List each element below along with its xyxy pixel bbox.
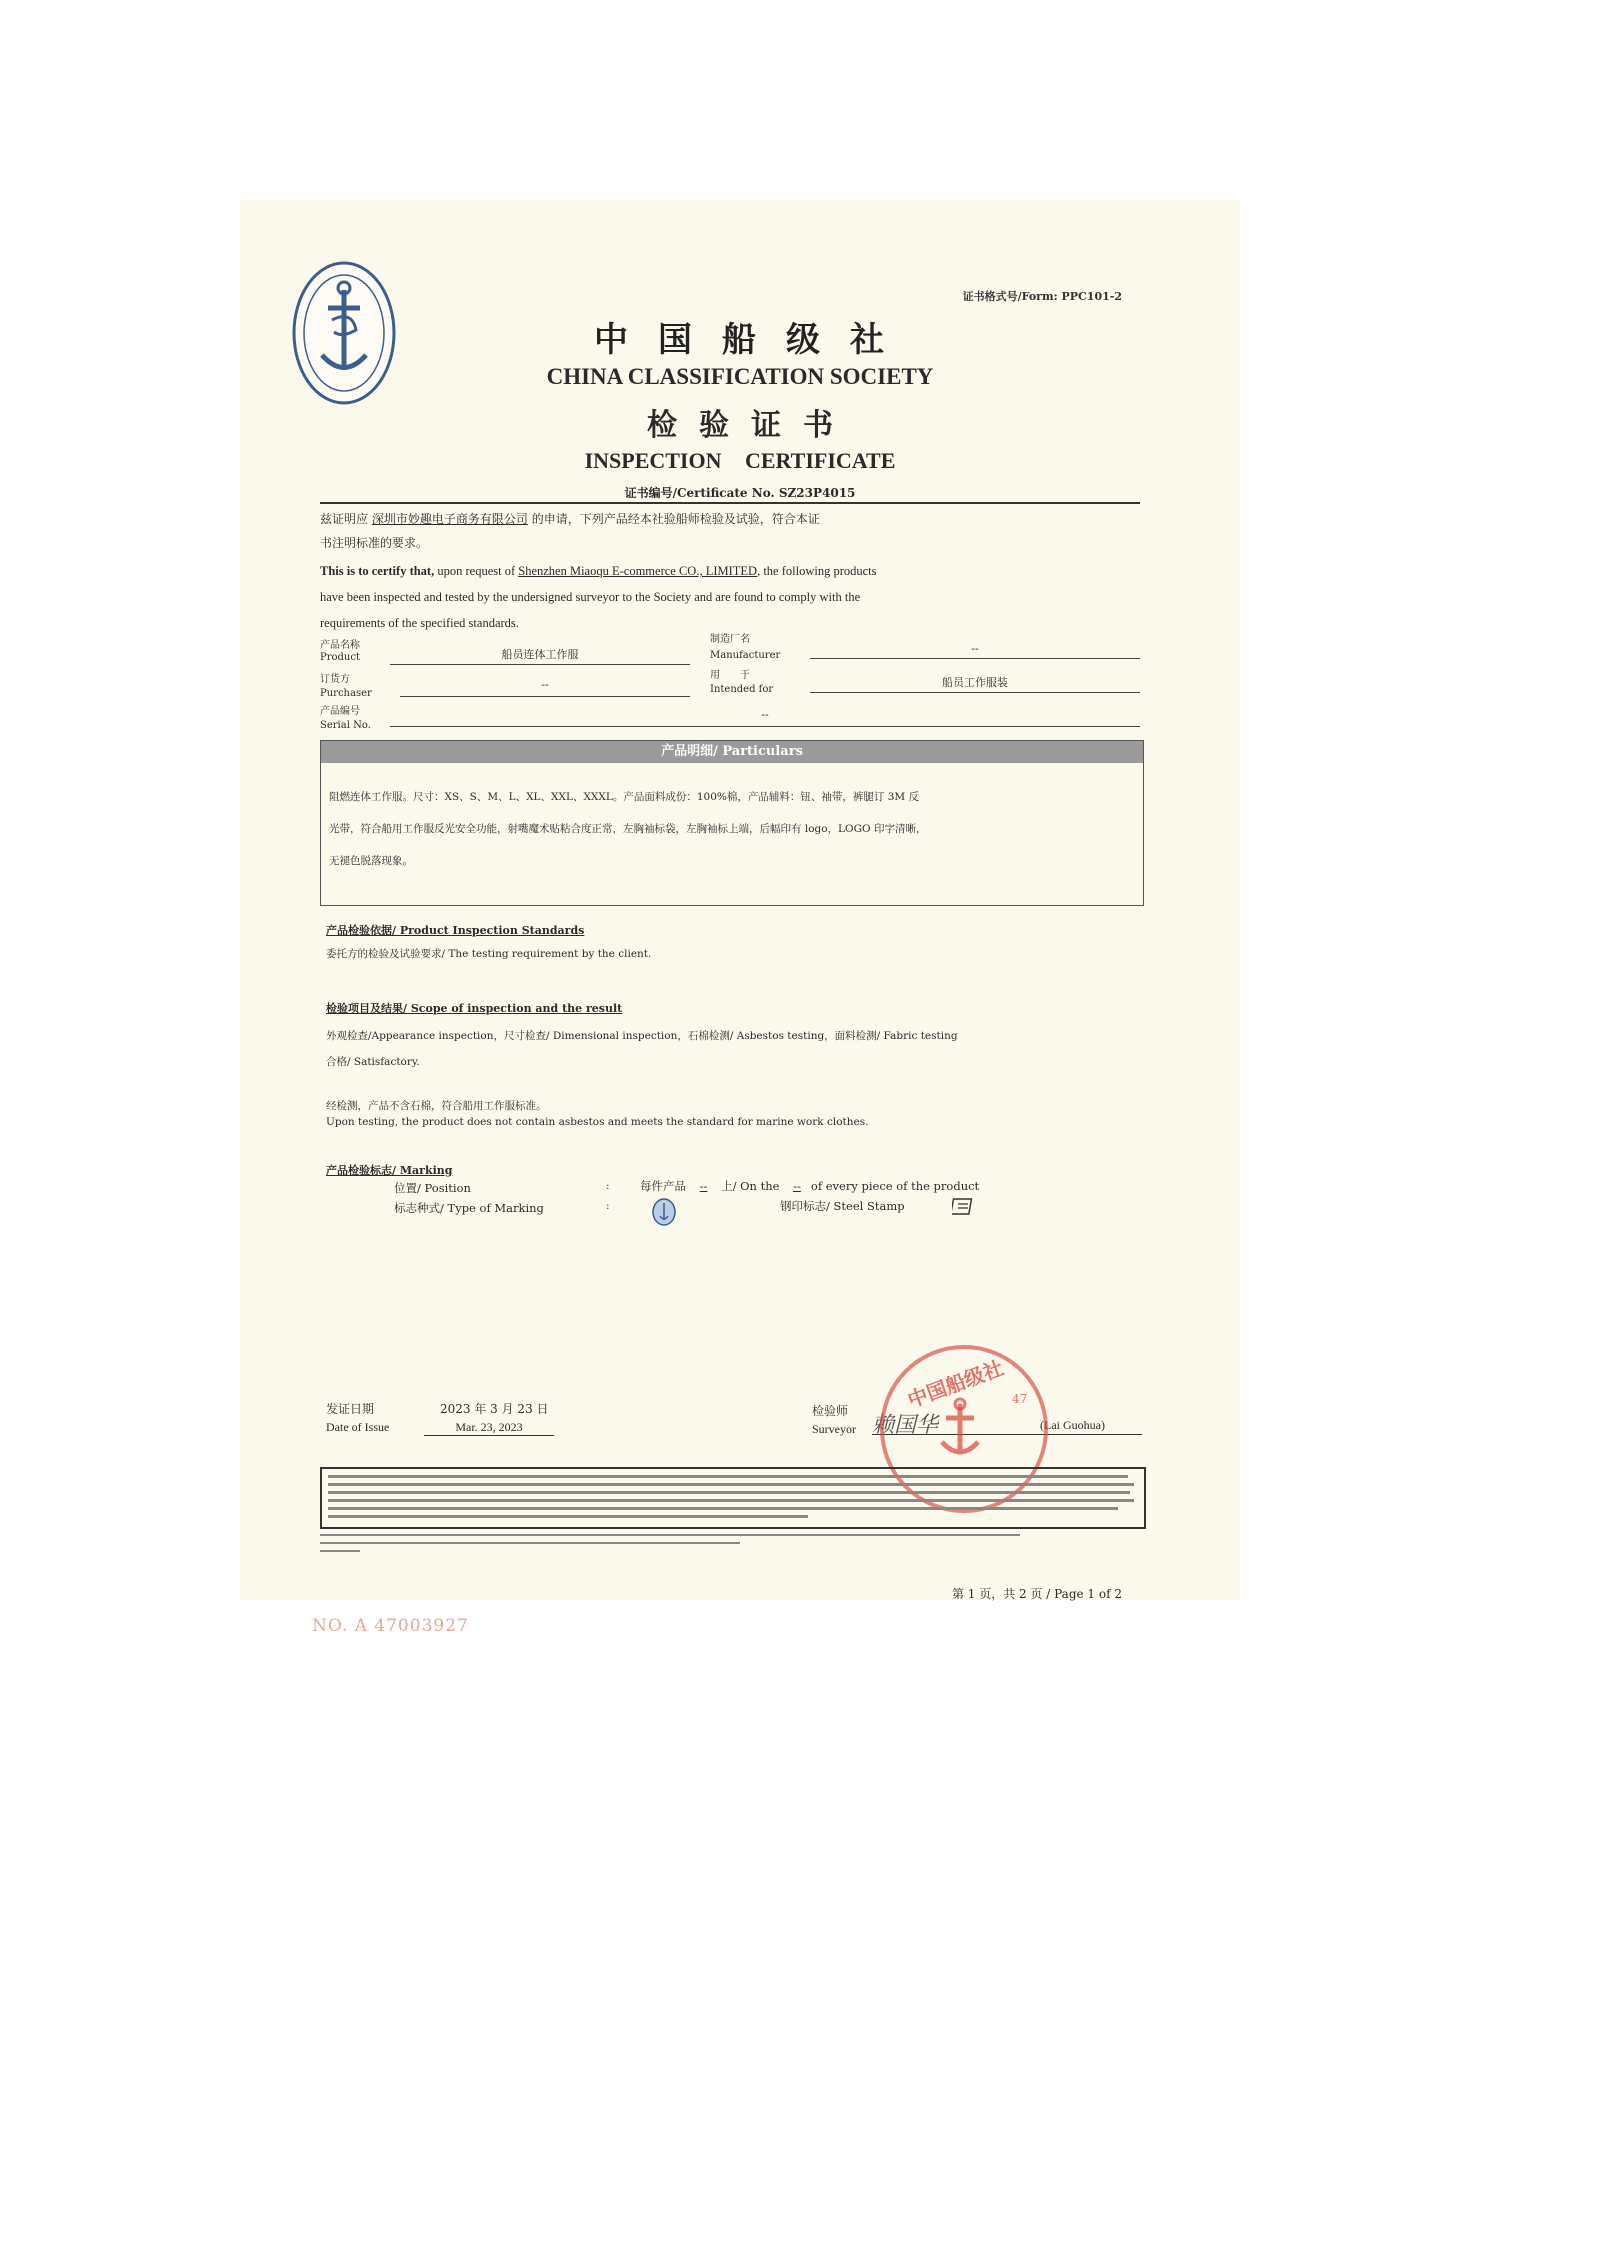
issue-date-en: Mar. 23, 2023 [424,1420,554,1436]
steel-stamp-icon [952,1196,976,1218]
serial-underline [390,726,1140,727]
intro-en-line2: have been inspected and tested by the undersigned surveyor to the Society and are found to comply with the [320,590,861,604]
manufacturer-label-zh: 制造厂名 [710,634,750,645]
issue-date-zh-label: 发证日期 [326,1402,375,1416]
intended-underline [810,692,1140,693]
intro-zh-line2: 书注明标准的要求。 [320,536,429,550]
particulars-line3: 无褪色脱落现象。 [329,855,413,867]
serial-label-zh: 产品编号 [320,706,360,717]
conclusion-zh: 经检测，产品不含石棉，符合船用工作服标准。 [326,1100,547,1112]
serial-label-en: Serial No. [320,720,371,731]
particulars-heading: 产品明细/ Particulars [321,741,1143,763]
marking-steel-stamp: 钢印标志/ Steel Stamp [780,1199,905,1213]
intro-zh-line1 [320,506,1140,532]
contact-line [320,1550,360,1552]
intro-en-bold: This is to certify that, [320,564,435,578]
seal-text: 中国船级社 [904,1355,1007,1413]
footer-fineprint-box [320,1467,1146,1529]
purchaser-label-en: Purchaser [320,688,372,699]
surveyor-en-label: Surveyor [812,1422,856,1436]
fineprint-line [328,1515,808,1518]
issue-date-zh: 2023 年 3 月 23 日 [440,1402,549,1416]
seal-anchor-icon [930,1396,990,1466]
scope-result: 合格/ Satisfactory. [326,1056,420,1068]
product-label-zh: 产品名称 [320,640,360,651]
marking-type-label: 标志种式/ Type of Marking [394,1201,544,1215]
surveyor-name: (Lai Guohua) [1040,1418,1105,1432]
particulars-box [320,740,1144,906]
particulars-body [329,781,1133,877]
intro-zh-prefix: 兹证明应 [320,512,369,526]
society-title-en: CHINA CLASSIFICATION SOCIETY [546,364,934,389]
purchaser-value: -- [541,678,549,691]
header-divider [320,502,1140,504]
fineprint-line [328,1483,1134,1486]
marking-heading: 产品检验标志/ Marking [326,1164,453,1177]
issue-date-en-label: Date of Issue [326,1420,390,1434]
intended-label [710,670,773,696]
intended-value: 船员工作服装 [942,676,1008,689]
serial-label [320,706,371,732]
certificate-serial: NO. A 47003927 [312,1616,469,1636]
ccs-mark-icon [652,1198,676,1226]
position-blank: -- [699,1179,708,1193]
position-blank2: -- [793,1179,801,1193]
page-number: 第 1 页，共 2 页 / Page 1 of 2 [951,1587,1122,1601]
product-value: 船员连体工作服 [501,648,579,661]
surveyor-zh-label: 检验师 [812,1404,849,1418]
serial-value: -- [761,708,769,721]
purchaser-label [320,674,372,700]
intro-en-line3: requirements of the specified standards. [320,616,519,630]
marking-position-text [640,1178,979,1194]
manufacturer-label-en: Manufacturer [710,650,781,661]
particulars-line2: 光带，符合船用工作服反光安全功能，射嘴魔术贴粘合度正常，左胸袖标袋，左胸袖标上端，后幅印有 logo，LOGO 印字清晰， [329,823,927,835]
scope-heading: 检验项目及结果/ Scope of inspection and the result [326,1002,623,1015]
intro-en-company: Shenzhen Miaoqu E-commerce CO., LIMITED [518,564,758,578]
fineprint-line [328,1507,1118,1510]
fineprint-line [328,1491,1130,1494]
position-zh-a: 每件产品 [640,1179,686,1193]
standards-heading: 产品检验依据/ Product Inspection Standards [326,924,585,937]
intro-en-b: , the following products [757,564,877,578]
standards-text: 委托方的检验及试验要求/ The testing requirement by the client. [326,948,652,960]
marking-position-label: 位置/ Position [394,1181,471,1195]
seal-number: 47 [1012,1392,1028,1406]
form-number: 证书格式号/Form: PPC101-2 [962,290,1122,303]
manufacturer-label [710,634,780,662]
purchaser-label-zh: 订货方 [320,674,350,685]
society-title-zh: 中国船级社 [594,320,914,360]
intended-label-en: Intended for [710,684,774,695]
position-zh-b: 上/ On the [721,1179,780,1193]
contact-line [320,1542,740,1544]
product-label [320,640,360,664]
conclusion-en: Upon testing, the product does not contain asbestos and meets the standard for marine work clothes. [326,1116,869,1128]
fineprint-line [328,1499,1134,1502]
certificate-title-en: INSPECTION CERTIFICATE [584,448,896,473]
intro-en-line1 [320,558,1140,584]
purchaser-underline [400,696,690,697]
contact-line [320,1534,1020,1536]
position-en: of every piece of the product [810,1179,980,1193]
manufacturer-underline [810,658,1140,659]
certificate-number: 证书编号/Certificate No. SZ23P4015 [624,486,856,500]
certificate-title-zh: 检验证书 [647,408,855,443]
scope-text: 外观检查/Appearance inspection，尺寸检查/ Dimensional inspection，石棉检测/ Asbestos testing，面料检测/ Fabric testing [326,1030,958,1042]
intended-label-zh: 用 于 [710,670,750,681]
marking-position-colon: : [606,1180,610,1192]
product-label-en: Product [320,652,360,663]
intro-en-a: upon request of [434,564,519,578]
manufacturer-value: -- [971,642,979,655]
fineprint-line [328,1475,1128,1478]
intro-zh-company: 深圳市妙趣电子商务有限公司 [371,512,528,526]
marking-type-colon: : [606,1200,610,1212]
product-underline [390,664,690,665]
intro-zh-suffix: 的申请，下列产品经本社验船师检验及试验，符合本证 [531,512,820,526]
certificate-sheet [240,200,1240,1636]
particulars-line1: 阻燃连体工作服。尺寸：XS、S、M、L、XL、XXL、XXXL。产品面料成份：100%棉，产品辅料：钮、袖带，裤腿订 3M 反 [329,791,919,803]
surveyor-signature: 赖国华 [872,1413,939,1438]
